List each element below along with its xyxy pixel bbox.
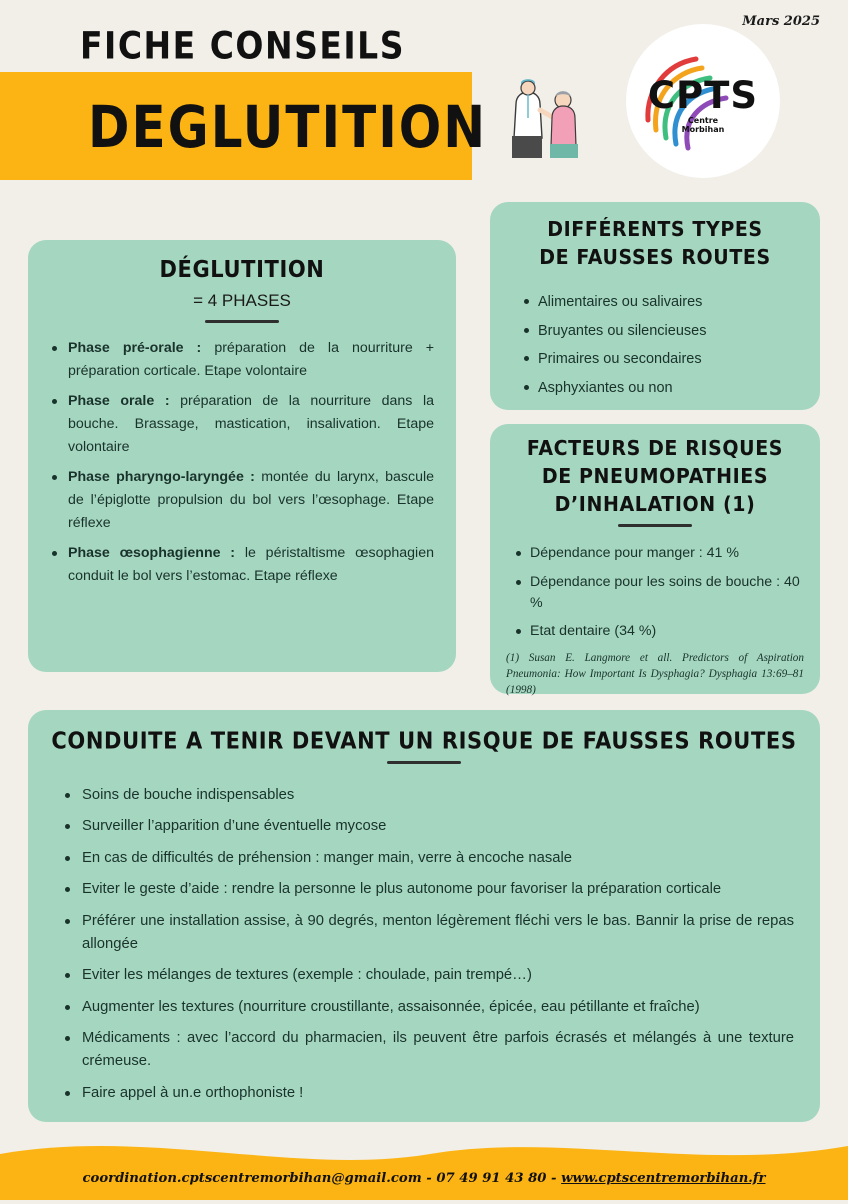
list-item: Phase pharyngo-laryngée : montée du larynx, bascule de l’épiglotte propulsion du bol vers l’œsophage. Etape réflexe — [68, 466, 434, 535]
cpts-logo-text: CPTS — [647, 74, 759, 117]
page-kicker: FICHE CONSEILS — [80, 24, 405, 68]
card-deglutition-title: DÉGLUTITION — [159, 256, 325, 283]
cpts-logo — [626, 24, 780, 178]
footer-sep-2: - — [546, 1171, 562, 1186]
card-facteurs-de-risques — [490, 424, 820, 697]
list-item: Médicaments : avec l’accord du pharmacien, ils peuvent être parfois écrasés et mélangés à une texture crémeuse. — [82, 1027, 794, 1074]
types-fausses-routes-list — [490, 291, 820, 399]
footer-sep-1: - — [421, 1171, 437, 1186]
list-item: Soins de bouche indispensables — [82, 784, 794, 807]
card-conduite-title: CONDUITE A TENIR DEVANT UN RISQUE DE FAUSSES ROUTES — [51, 727, 797, 754]
list-item: Primaires ou secondaires — [538, 348, 820, 370]
card-deglutition-subtitle: = 4 PHASES — [193, 291, 291, 310]
card-facteurs-title: FACTEURS DE RISQUES DE PNEUMOPATHIES D’INHALATION (1) — [526, 436, 784, 517]
publication-date: Mars 2025 — [742, 14, 820, 29]
footer-contact — [0, 1171, 848, 1186]
list-item: Eviter le geste d’aide : rendre la personne le plus autonome pour favoriser la préparation corticale — [82, 878, 794, 901]
list-item: Dépendance pour les soins de bouche : 40 % — [530, 572, 806, 615]
footer-email[interactable]: coordination.cptscentremorbihan@gmail.com — [82, 1171, 422, 1186]
card-deglutition — [28, 240, 456, 672]
divider — [618, 524, 692, 527]
facteurs-risques-list — [490, 543, 820, 642]
divider — [205, 320, 279, 323]
list-item: Bruyantes ou silencieuses — [538, 320, 820, 342]
list-item: Etat dentaire (34 %) — [530, 621, 806, 642]
list-item: Phase œsophagienne : le péristaltisme œsophagien conduit le bol vers l’estomac. Etape réflexe — [68, 542, 434, 588]
conduite-a-tenir-list — [28, 784, 820, 1105]
footer-phone[interactable]: 07 49 91 43 80 — [436, 1171, 547, 1186]
list-item: Alimentaires ou salivaires — [538, 291, 820, 313]
cpts-logo-subtitle: Centre Morbihan — [681, 116, 725, 135]
list-item: Eviter les mélanges de textures (exemple : choulade, pain trempé…) — [82, 964, 794, 987]
consultation-illustration — [498, 74, 588, 160]
list-item: Phase orale : préparation de la nourriture dans la bouche. Brassage, mastication, insalivation. Etape volontaire — [68, 390, 434, 459]
list-item: Augmenter les textures (nourriture croustillante, assaisonnée, épicée, eau pétillante et fraîche) — [82, 996, 794, 1019]
list-item: En cas de difficultés de préhension : manger main, verre à encoche nasale — [82, 847, 794, 870]
list-item: Phase pré-orale : préparation de la nourriture + préparation corticale. Etape volontaire — [68, 337, 434, 383]
facteurs-footnote: (1) Susan E. Langmore et all. Predictors of Aspiration Pneumonia: How Important Is Dysphagia? Dysphagia 13:69–81 (1998) — [506, 651, 804, 697]
deglutition-phase-list — [28, 337, 456, 588]
card-types-fausses-routes — [490, 202, 820, 410]
list-item: Surveiller l’apparition d’une éventuelle mycose — [82, 815, 794, 838]
footer-wave-decoration — [0, 1120, 848, 1200]
list-item: Faire appel à un.e orthophoniste ! — [82, 1082, 794, 1105]
footer-website-link[interactable]: www.cptscentremorbihan.fr — [561, 1171, 766, 1186]
card-types-title: DIFFÉRENTS TYPES DE FAUSSES ROUTES — [539, 217, 771, 270]
list-item: Dépendance pour manger : 41 % — [530, 543, 806, 564]
card-conduite-a-tenir — [28, 710, 820, 1122]
divider — [387, 761, 461, 764]
list-item: Préférer une installation assise, à 90 degrés, menton légèrement fléchi vers le bas. Bannir la prise de repas allongée — [82, 910, 794, 957]
list-item: Asphyxiantes ou non — [538, 377, 820, 399]
page-title: DEGLUTITION — [88, 94, 488, 161]
page-header — [0, 0, 848, 190]
